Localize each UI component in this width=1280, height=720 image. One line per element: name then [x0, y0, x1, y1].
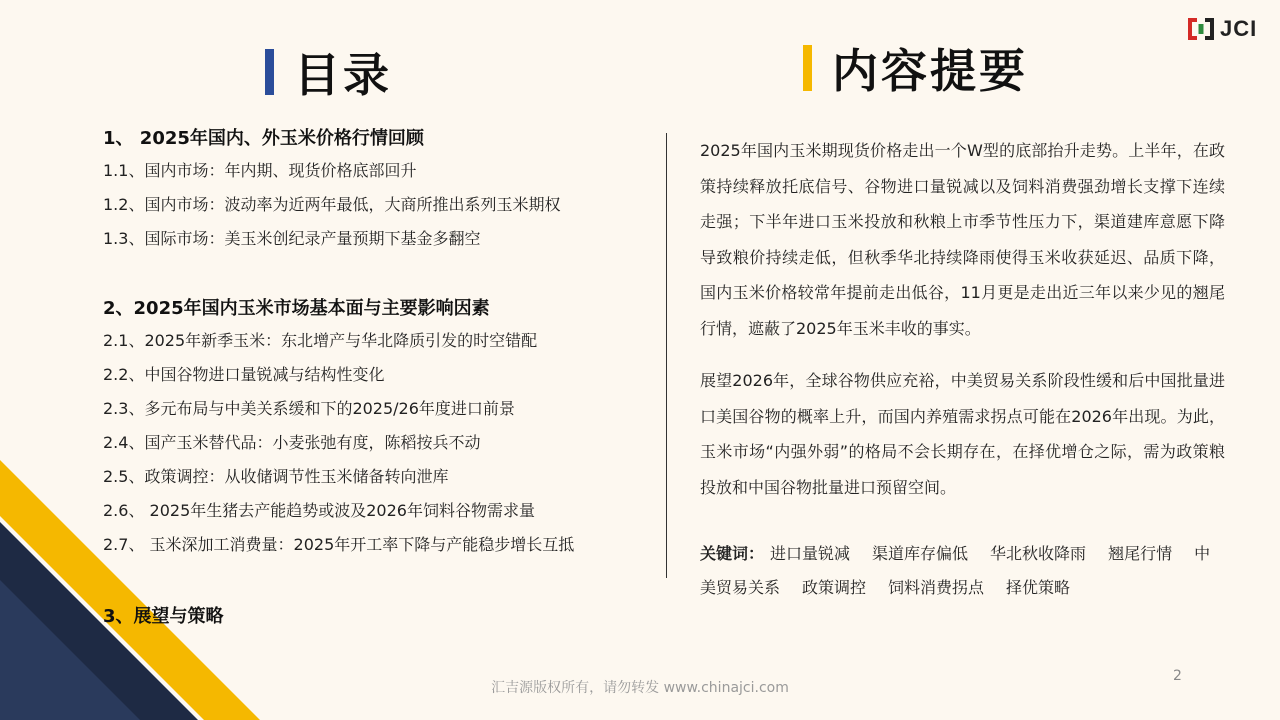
keywords: [700, 537, 1225, 605]
toc-heading: [265, 39, 392, 105]
toc-item: 2.6、 2025年生猪去产能趋势或波及2026年饲料谷物需求量: [103, 501, 535, 520]
content-summary: [700, 133, 1225, 605]
summary-paragraph: 展望2026年，全球谷物供应充裕，中美贸易关系阶段性缓和后中国批量进口美国谷物的概率上升，而国内养殖需求拐点可能在2026年出现。为此，玉米市场“内强外弱”的格局不会长期存在，在择优增仓之际，需为政策粮投放和中国谷物批量进口预留空间。: [700, 371, 1225, 497]
toc-item: 2.5、政策调控：从收储调节性玉米储备转向泄库: [103, 467, 449, 486]
toc-heading-bar: [265, 49, 274, 95]
keyword: 渠道库存偏低: [872, 544, 969, 563]
keyword: 政策调控: [802, 578, 867, 597]
toc-title: 目录: [294, 48, 392, 102]
keyword: 进口量锐减: [770, 544, 851, 563]
toc-item: 2.3、多元布局与中美关系缓和下的2025/26年度进口前景: [103, 399, 515, 418]
keyword: 饲料消费拐点: [888, 578, 985, 597]
table-of-contents: [103, 124, 663, 632]
toc-item: 2.2、中国谷物进口量锐减与结构性变化: [103, 365, 385, 384]
toc-item: 2.4、国产玉米替代品：小麦张弛有度，陈稻按兵不动: [103, 433, 481, 452]
keyword: 翘尾行情: [1108, 544, 1173, 563]
logo-text: JCI: [1220, 16, 1258, 41]
keyword: 择优策略: [1006, 578, 1071, 597]
toc-section-3: 3、展望与策略: [103, 606, 224, 627]
toc-section-1: 1、 2025年国内、外玉米价格行情回顾: [103, 128, 424, 149]
summary-heading: [803, 35, 1028, 101]
keywords-label: 关键词：: [700, 544, 765, 563]
summary-paragraph: 2025年国内玉米期现货价格走出一个W型的底部抬升走势。上半年，在政策持续释放托底信号、谷物进口量锐减以及饲料消费强劲增长支撑下连续走强；下半年进口玉米投放和秋粮上市季节性压力下，渠道建库意愿下降导致粮价持续走低，但秋季华北持续降雨使得玉米收获延迟、品质下降，国内玉米价格较常年提前走出低谷，11月更是走出近三年以来少见的翘尾行情，遮蔽了2025年玉米丰收的事实。: [700, 141, 1225, 338]
toc-item: 1.1、国内市场：年内期、现货价格底部回升: [103, 161, 417, 180]
keyword: 华北秋收降雨: [990, 544, 1087, 563]
keyword: 中美贸易关系: [700, 544, 1211, 597]
footer-copyright: 汇吉源版权所有，请勿转发 www.chinajci.com: [491, 680, 789, 696]
logo-mark-icon: [1186, 16, 1216, 42]
toc-item: 1.3、国际市场：美玉米创纪录产量预期下基金多翻空: [103, 229, 481, 248]
summary-title: 内容提要: [832, 44, 1028, 98]
toc-item: 2.7、 玉米深加工消费量：2025年开工率下降与产能稳步增长互抵: [103, 535, 575, 554]
toc-item: 2.1、2025年新季玉米：东北增产与华北降质引发的时空错配: [103, 331, 538, 350]
page-number: 2: [1173, 668, 1182, 684]
toc-item: 1.2、国内市场：波动率为近两年最低，大商所推出系列玉米期权: [103, 195, 561, 214]
column-divider: [666, 133, 667, 578]
toc-section-2: 2、2025年国内玉米市场基本面与主要影响因素: [103, 298, 490, 319]
summary-heading-bar: [803, 45, 812, 91]
company-logo: [1186, 16, 1257, 42]
